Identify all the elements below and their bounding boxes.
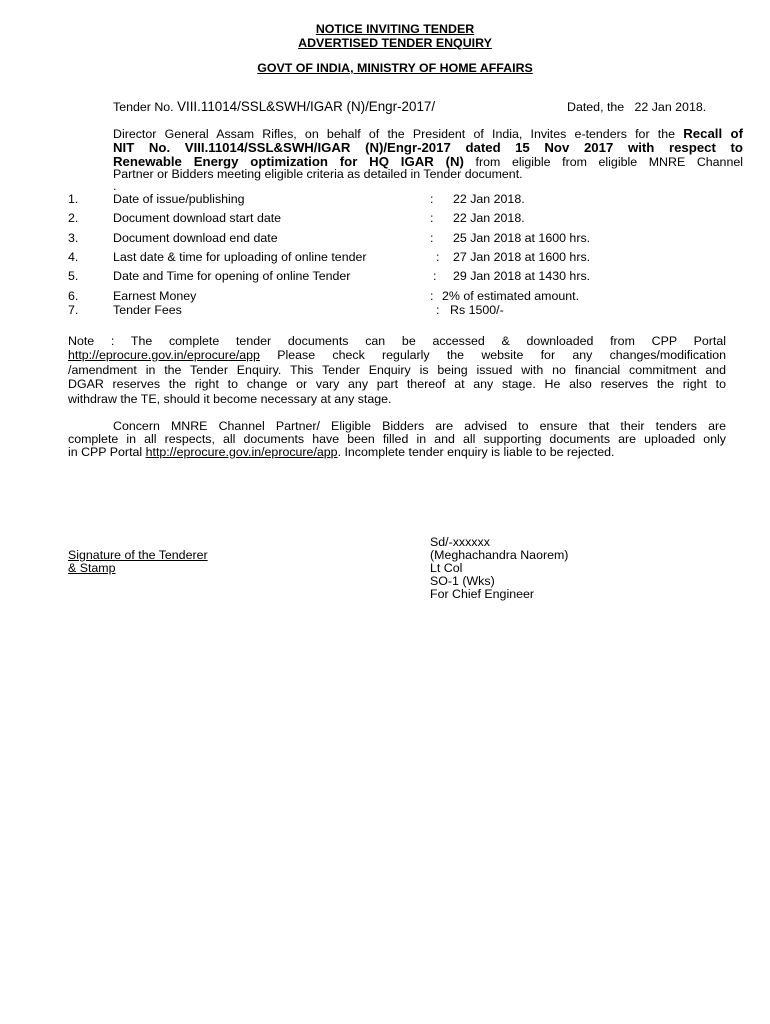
item-value: 2% of estimated amount. (442, 289, 580, 303)
intro-line-1: Director General Assam Rifles, on behalf of the President of India, Invites e-tenders for the Recall of (113, 126, 743, 141)
item-value: 29 Jan 2018 at 1430 hrs. (453, 269, 591, 283)
item-colon: : (430, 192, 434, 206)
item-value: 22 Jan 2018. (453, 211, 525, 225)
item-number: 7. (68, 303, 79, 317)
signature-tenderer: Signature of the Tenderer (68, 548, 208, 562)
note-line-1: Note : The complete tender documents can be accessed & downloaded from CPP Portal (68, 334, 726, 348)
item-label: Earnest Money (113, 289, 197, 303)
notice-subtitle: ADVERTISED TENDER ENQUIRY (298, 36, 492, 50)
item-value: Rs 1500/- (450, 303, 504, 317)
signatory-sd: Sd/-xxxxxx (430, 535, 490, 549)
item-label: Tender Fees (113, 303, 182, 317)
item-colon: : (433, 269, 437, 283)
dated-label: Dated, the (567, 100, 625, 114)
dated-value: 22 Jan 2018. (634, 100, 707, 114)
item-value: 22 Jan 2018. (453, 192, 525, 206)
item-colon: : (430, 231, 434, 245)
item-label: Date of issue/publishing (113, 192, 245, 206)
intro-dot: . (113, 179, 117, 193)
item-label: Last date & time for uploading of online tender (113, 250, 367, 264)
item-colon: : (436, 303, 440, 317)
signatory-rank: Lt Col (430, 561, 463, 575)
ministry-heading: GOVT OF INDIA, MINISTRY OF HOME AFFAIRS (257, 61, 533, 75)
intro-line-4: Partner or Bidders meeting eligible criteria as detailed in Tender document. (113, 167, 523, 181)
tender-number (113, 99, 435, 114)
item-number: 2. (68, 211, 79, 225)
note-line-5: withdraw the TE, should it become necessary at any stage. (68, 392, 392, 406)
intro-line-3: Renewable Energy optimization for HQ IGAR (N) from eligible from eligible MNRE Channel (113, 154, 743, 169)
item-number: 1. (68, 192, 79, 206)
item-number: 3. (68, 231, 79, 245)
signature-stamp: & Stamp (68, 561, 116, 575)
item-number: 6. (68, 289, 79, 303)
item-colon: : (436, 250, 440, 264)
note-line-3: /amendment in the Tender Enquiry. This Tender Enquiry is being issued with no financial commitment and (68, 363, 726, 377)
item-label: Date and Time for opening of online Tender (113, 269, 351, 283)
tender-date (567, 100, 706, 114)
cpp-portal-link[interactable]: http://eprocure.gov.in/eprocure/app (68, 348, 260, 362)
item-value: 25 Jan 2018 at 1600 hrs. (453, 231, 591, 245)
item-label: Document download start date (113, 211, 282, 225)
signatory-for: For Chief Engineer (430, 587, 534, 601)
concern-line-2: complete in all respects, all documents have been filled in and all supporting documents are uploaded only (68, 432, 726, 446)
note-line-2: http://eprocure.gov.in/eprocure/app Please check regularly the website for any changes/modification (68, 348, 726, 362)
item-colon: : (430, 211, 434, 225)
cpp-portal-link[interactable]: http://eprocure.gov.in/eprocure/app (145, 445, 338, 459)
concern-line-1: Concern MNRE Channel Partner/ Eligible Bidders are advised to ensure that their tenders are (113, 419, 726, 433)
item-value: 27 Jan 2018 at 1600 hrs. (453, 250, 591, 264)
item-label: Document download end date (113, 231, 278, 245)
item-colon: : (430, 289, 434, 303)
signatory-name: (Meghachandra Naorem) (430, 548, 569, 562)
tender-no-label: Tender No. (113, 100, 174, 114)
notice-title: NOTICE INVITING TENDER (315, 22, 475, 36)
item-number: 4. (68, 250, 79, 264)
tender-no-value: VIII.11014/SSL&SWH/IGAR (N)/Engr-2017/ (177, 99, 436, 114)
signatory-post: SO-1 (Wks) (430, 574, 495, 588)
note-line-4: DGAR reserves the right to change or vary any part thereof at any stage. He also reserves the right to (68, 377, 726, 391)
intro-line-2: NIT No. VIII.11014/SSL&SWH/IGAR (N)/Engr-2017 dated 15 Nov 2017 with respect to (113, 140, 743, 155)
item-number: 5. (68, 269, 79, 283)
concern-line-3: in CPP Portal http://eprocure.gov.in/eprocure/app. Incomplete tender enquiry is liable to be rejected. (68, 445, 615, 459)
